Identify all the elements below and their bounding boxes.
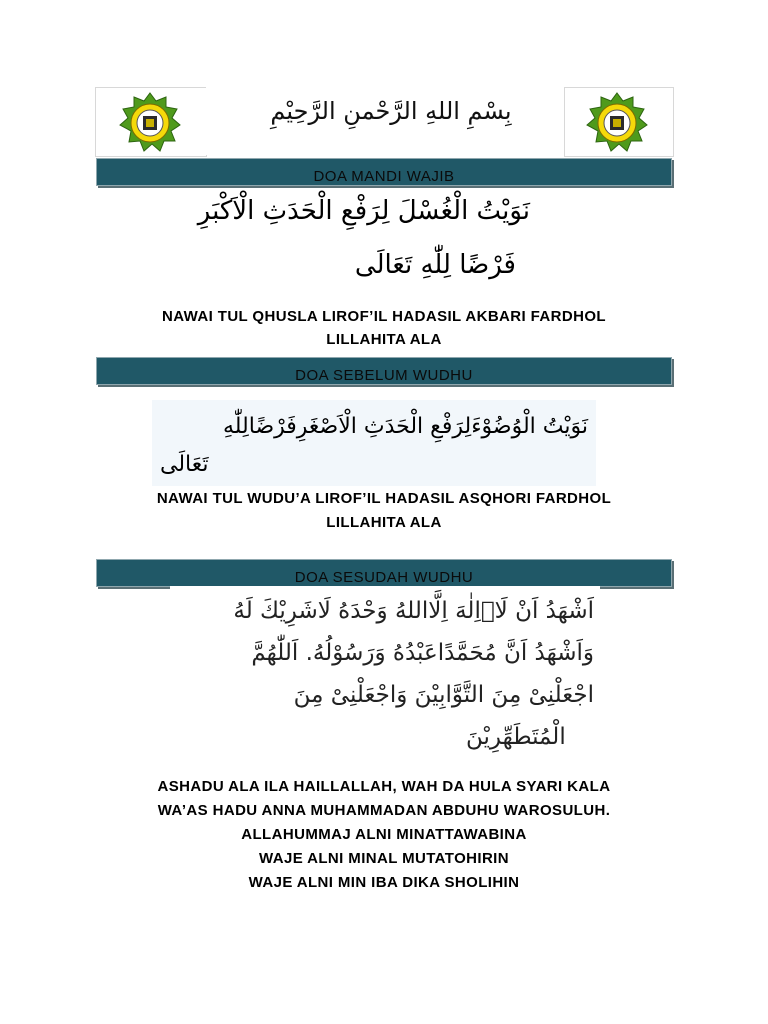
logo-frame-left — [95, 87, 207, 157]
latin-line: NAWAI TUL QHUSLA LIROF’IL HADASIL AKBARI FARDHOL — [162, 308, 606, 325]
basmalah-banner — [206, 87, 563, 155]
arabic-line: تَعَالَى — [160, 452, 209, 477]
section-title: DOA SESUDAH WUDHU — [294, 569, 474, 586]
emblem-icon — [577, 92, 657, 154]
section-title: DOA SEBELUM WUDHU — [295, 367, 473, 384]
section-title-bar — [96, 158, 672, 186]
section-title: DOA MANDI WAJIB — [313, 168, 455, 185]
latin-line: NAWAI TUL WUDU’A LIROF’IL HADASIL ASQHORI FARDHOL — [156, 490, 612, 507]
latin-line: ASHADU ALA ILA HAILLALLAH, WAH DA HULA SYARI KALA — [157, 778, 611, 795]
arabic-line: اجْعَلْنِىْ مِنَ التَّوَّابِيْنَ وَاجْعَلْنِىْ مِنَ — [293, 682, 594, 708]
latin-line: LILLAHITA ALA — [326, 331, 442, 348]
arabic-line: نَوَيْتُ الْوُضُوْءَلِرَفْعِ الْحَدَثِ الْاَصْغَرِفَرْضًالِلّٰهِ — [222, 414, 588, 439]
latin-line: WAJE ALNI MIN IBA DIKA SHOLIHIN — [248, 874, 520, 891]
latin-line: WA’AS HADU ANNA MUHAMMADAN ABDUHU WAROSULUH. — [157, 802, 611, 819]
arabic-line: فَرْضًا لِلّٰهِ تَعَالَى — [354, 250, 516, 280]
emblem-icon — [110, 92, 190, 154]
arabic-line: الْمُتَطَهِّرِيْنَ — [466, 724, 566, 750]
arabic-line: اَشْهَدُ اَنْ لَاۤاِلٰهَ اِلَّااللهُ وَحْدَهُ لَاشَرِيْكَ لَهُ — [233, 598, 594, 624]
section-title-bar — [96, 357, 672, 385]
latin-line: ALLAHUMMAJ ALNI MINATTAWABINA — [241, 826, 527, 843]
latin-line: LILLAHITA ALA — [326, 514, 442, 531]
latin-line: WAJE ALNI MINAL MUTATOHIRIN — [259, 850, 509, 867]
section-title-bar — [96, 559, 672, 587]
basmalah-text: بِسْمِ اللهِ الرَّحْمنِ الرَّحِيْمِ — [270, 97, 512, 125]
logo-frame-right — [564, 87, 674, 157]
arabic-line: وَاَشْهَدُ اَنَّ مُحَمَّدًاعَبْدُهُ وَرَسُوْلُهُ. اَللّٰهُمَّ — [251, 640, 594, 666]
arabic-line: نَوَيْتُ الْغُسْلَ لِرَفْعِ الْحَدَثِ الْاَكْبَرِ — [197, 196, 530, 226]
